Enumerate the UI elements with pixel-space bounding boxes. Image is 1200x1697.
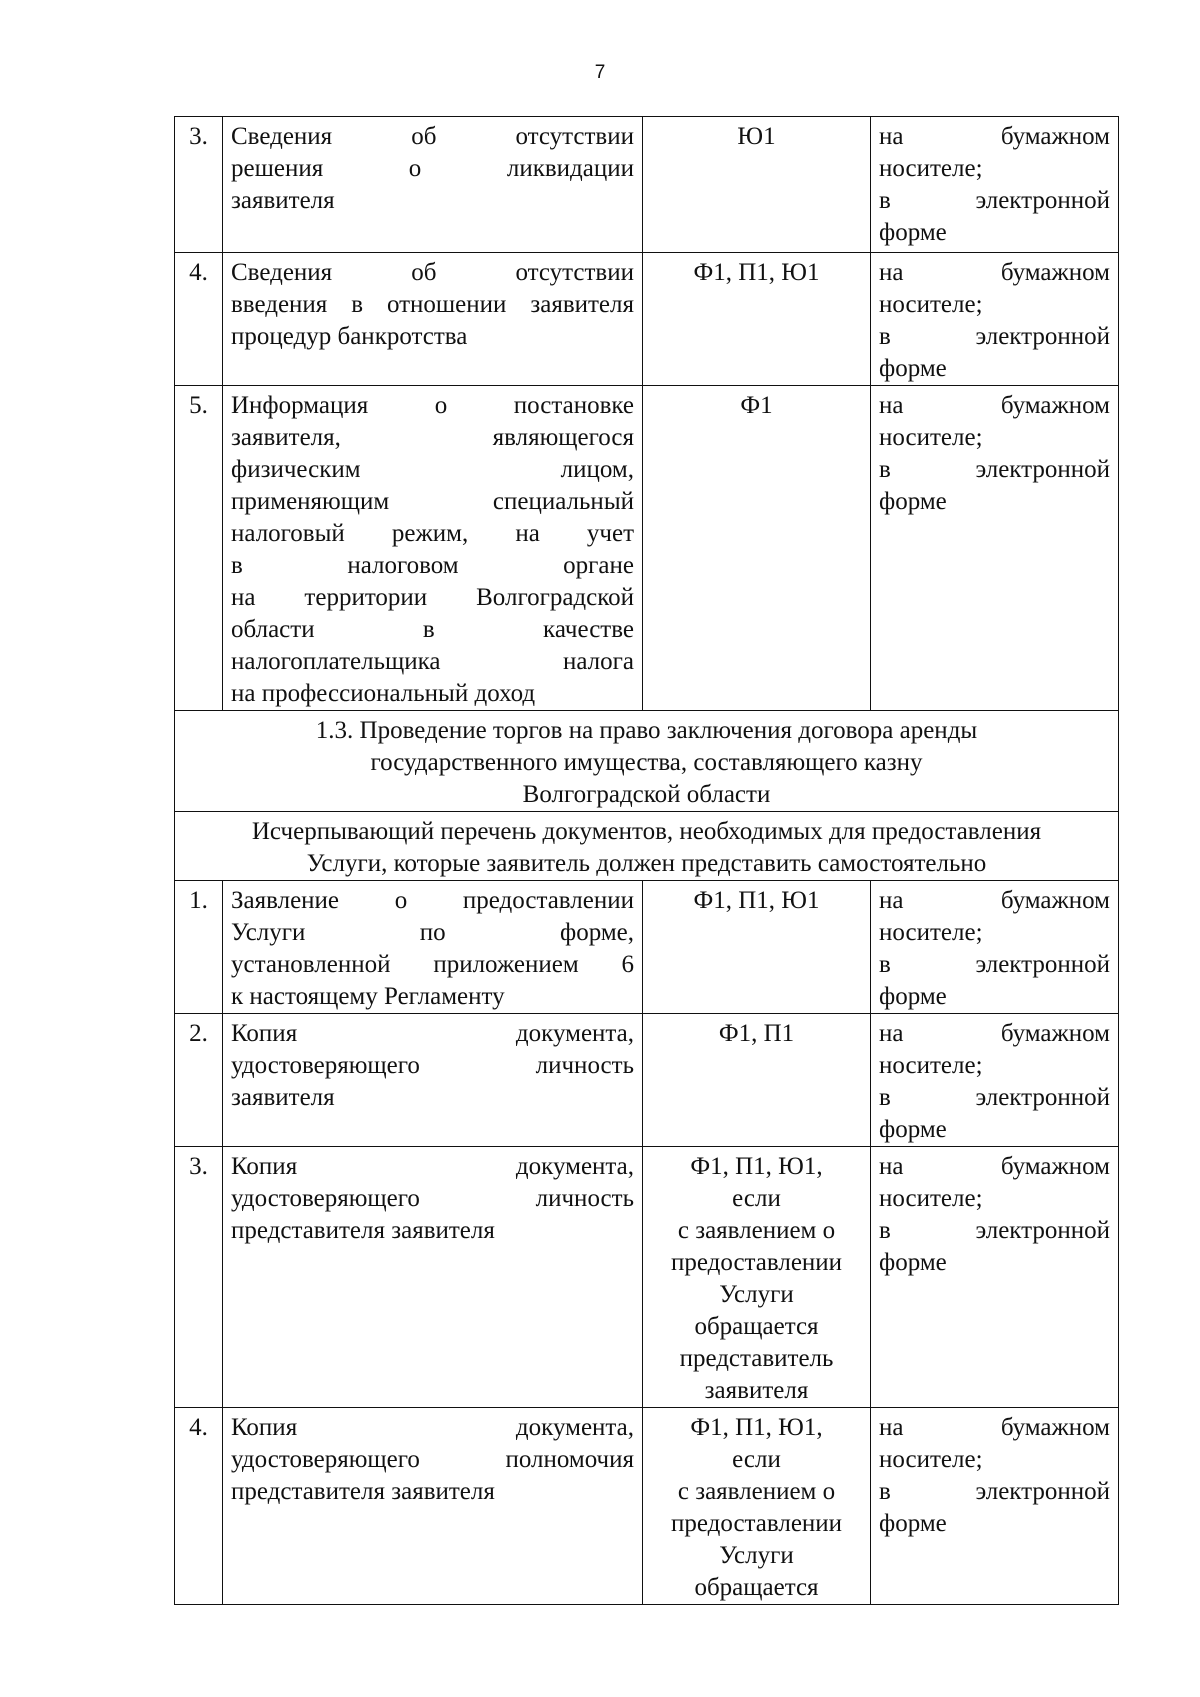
document-name-line: представителя заявителя — [231, 1478, 495, 1505]
table-row — [175, 881, 1119, 1014]
category-line: Ф1, П1, Ю1, — [690, 1153, 823, 1180]
submission-form-line: в электронной — [879, 187, 1110, 214]
submission-form-line: носителе; — [879, 1052, 983, 1079]
submission-form-line: в электронной — [879, 1084, 1110, 1111]
submission-form-line: в электронной — [879, 323, 1110, 350]
document-name — [223, 386, 643, 711]
category-line: представитель — [679, 1345, 834, 1372]
document-name-line: процедур банкротства — [231, 323, 468, 350]
document-name-line: удостоверяющего личность — [231, 1052, 634, 1079]
document-name-line: налоговый режим, на учет — [231, 520, 634, 547]
submission-form-line: на бумажном — [879, 1020, 1110, 1047]
document-name-line: решения о ликвидации — [231, 155, 634, 182]
category-line: Ф1, П1, Ю1, — [690, 1414, 823, 1441]
document-name-line: к настоящему Регламенту — [231, 983, 505, 1010]
category-line: Услуги — [719, 1542, 794, 1569]
document-name — [223, 881, 643, 1014]
category-line: предоставлении — [670, 1510, 843, 1537]
submission-form — [871, 881, 1119, 1014]
submission-form-line: форме — [879, 1116, 947, 1143]
submission-form-line: форме — [879, 983, 947, 1010]
category-line: с заявлением о — [677, 1478, 836, 1505]
document-name-line: области в качестве — [231, 616, 634, 643]
applicant-category — [643, 1147, 871, 1408]
submission-form-line: в электронной — [879, 1478, 1110, 1505]
table-row — [175, 1408, 1119, 1605]
table-row — [175, 386, 1119, 711]
category-line: предоставлении — [670, 1249, 843, 1276]
section-title — [175, 711, 1119, 812]
submission-form-line: на бумажном — [879, 123, 1110, 150]
document-name-line: Копия документа, — [231, 1414, 634, 1441]
subsection-title-line: Исчерпывающий перечень документов, необходимых для предоставления — [251, 818, 1042, 845]
submission-form-line: в электронной — [879, 456, 1110, 483]
document-name-line: применяющим специальный — [231, 488, 634, 515]
document-name-line: установленной приложением 6 — [231, 951, 634, 978]
document-name-line: представителя заявителя — [231, 1217, 495, 1244]
document-name-line: налогоплательщика налога — [231, 648, 634, 675]
submission-form — [871, 1014, 1119, 1147]
submission-form-line: форме — [879, 1510, 947, 1537]
subsection-row — [175, 812, 1119, 881]
row-number: 3. — [175, 1147, 223, 1408]
row-number: 3. — [175, 117, 223, 253]
applicant-category: Ф1, П1 — [643, 1014, 871, 1147]
row-number: 4. — [175, 1408, 223, 1605]
submission-form-line: форме — [879, 355, 947, 382]
category-line: обращается — [694, 1313, 819, 1340]
submission-form-line: на бумажном — [879, 1414, 1110, 1441]
row-number: 2. — [175, 1014, 223, 1147]
document-name-line: Заявление о предоставлении — [231, 887, 634, 914]
document-name-line: Услуги по форме, — [231, 919, 634, 946]
submission-form-line: форме — [879, 488, 947, 515]
document-name-line: Информация о постановке — [231, 392, 634, 419]
submission-form-line: на бумажном — [879, 392, 1110, 419]
submission-form — [871, 386, 1119, 711]
submission-form — [871, 1408, 1119, 1605]
table-row — [175, 117, 1119, 253]
category-line: если — [732, 1185, 781, 1212]
submission-form-line: на бумажном — [879, 1153, 1110, 1180]
submission-form — [871, 253, 1119, 386]
applicant-category: Ф1 — [643, 386, 871, 711]
page-number: 7 — [594, 62, 606, 83]
documents-table — [174, 116, 1119, 1605]
table-row — [175, 1147, 1119, 1408]
subsection-title-line: Услуги, которые заявитель должен представить самостоятельно — [306, 850, 987, 877]
category-line: обращается — [694, 1574, 819, 1601]
document-name — [223, 117, 643, 253]
submission-form — [871, 117, 1119, 253]
submission-form-line: носителе; — [879, 919, 983, 946]
submission-form-line: носителе; — [879, 1185, 983, 1212]
document-name-line: на профессиональный доход — [231, 680, 536, 707]
subsection-title — [175, 812, 1119, 881]
category-line: заявителя — [704, 1377, 809, 1404]
submission-form-line: носителе; — [879, 424, 983, 451]
submission-form-line: носителе; — [879, 1446, 983, 1473]
document-name-line: Копия документа, — [231, 1020, 634, 1047]
document-name — [223, 1147, 643, 1408]
document-name-line: заявителя, являющегося — [231, 424, 634, 451]
section-title-line: Волгоградской области — [522, 781, 771, 808]
submission-form-line: форме — [879, 219, 947, 246]
table-row — [175, 1014, 1119, 1147]
applicant-category: Ф1, П1, Ю1 — [643, 881, 871, 1014]
applicant-category — [643, 1408, 871, 1605]
submission-form-line: носителе; — [879, 291, 983, 318]
document-name — [223, 253, 643, 386]
submission-form-line: носителе; — [879, 155, 983, 182]
applicant-category: Ф1, П1, Ю1 — [643, 253, 871, 386]
document-name-line: в налоговом органе — [231, 552, 634, 579]
section-title-line: 1.3. Проведение торгов на право заключения договора аренды — [315, 717, 978, 744]
document-name-line: введения в отношении заявителя — [231, 291, 634, 318]
submission-form-line: в электронной — [879, 1217, 1110, 1244]
row-number: 1. — [175, 881, 223, 1014]
document-name-line: удостоверяющего личность — [231, 1185, 634, 1212]
document-name-line: на территории Волгоградской — [231, 584, 634, 611]
document-name — [223, 1014, 643, 1147]
section-row — [175, 711, 1119, 812]
submission-form-line: форме — [879, 1249, 947, 1276]
row-number: 4. — [175, 253, 223, 386]
section-title-line: государственного имущества, составляющего казну — [370, 749, 923, 776]
document-name-line: физическим лицом, — [231, 456, 634, 483]
document-name-line: Копия документа, — [231, 1153, 634, 1180]
document-name-line: заявителя — [231, 187, 335, 214]
applicant-category: Ю1 — [643, 117, 871, 253]
submission-form-line: в электронной — [879, 951, 1110, 978]
submission-form-line: на бумажном — [879, 887, 1110, 914]
document-name-line: Сведения об отсутствии — [231, 123, 634, 150]
submission-form — [871, 1147, 1119, 1408]
document-name-line: удостоверяющего полномочия — [231, 1446, 634, 1473]
document-name-line: Сведения об отсутствии — [231, 259, 634, 286]
submission-form-line: на бумажном — [879, 259, 1110, 286]
table-row — [175, 253, 1119, 386]
document-name-line: заявителя — [231, 1084, 335, 1111]
category-line: Услуги — [719, 1281, 794, 1308]
category-line: с заявлением о — [677, 1217, 836, 1244]
row-number: 5. — [175, 386, 223, 711]
category-line: если — [732, 1446, 781, 1473]
document-name — [223, 1408, 643, 1605]
